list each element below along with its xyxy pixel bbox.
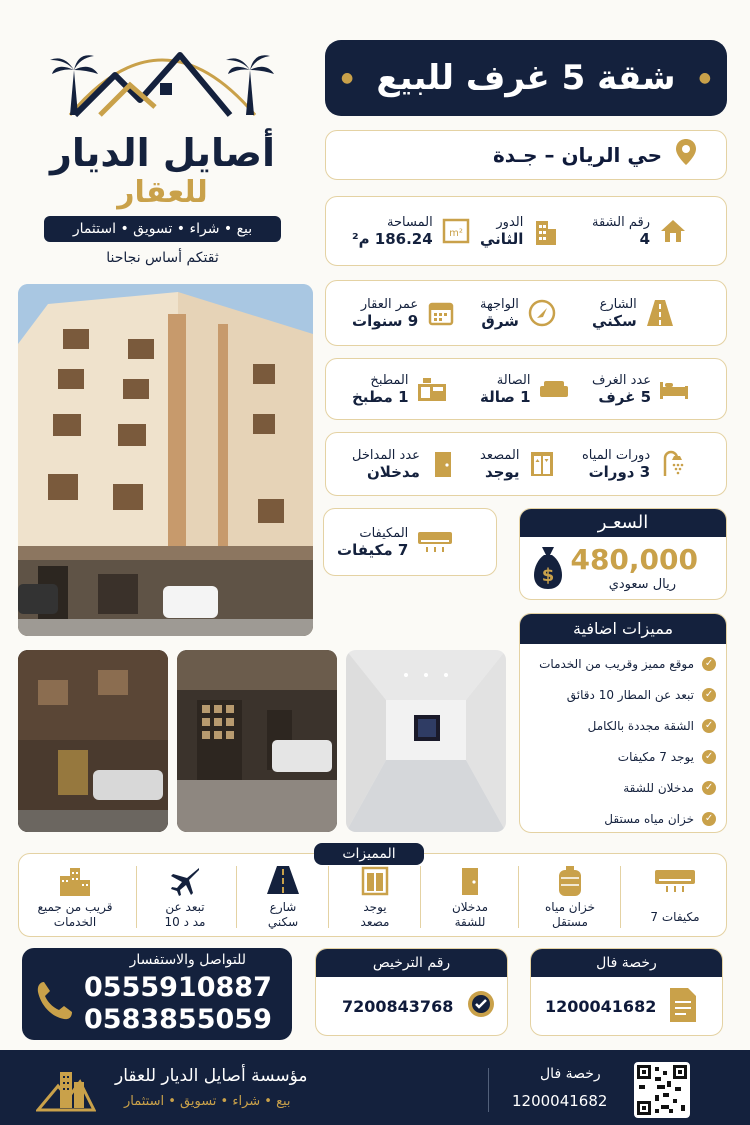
- price-currency: ريال سعودي: [608, 577, 676, 592]
- brand-name: أصايل الديار: [49, 131, 276, 175]
- brand-tags: بيع • شراء • تسويق • استثمار: [44, 216, 281, 242]
- extra-item: ✓ تبعد عن المطار 10 دقائق: [530, 679, 716, 710]
- footer-fal-value: 1200041682: [512, 1092, 608, 1110]
- spec-kitchen: المطبخ 1 مطبخ: [352, 365, 472, 413]
- photo-exterior-night: [18, 650, 168, 832]
- map-pin-icon: [676, 139, 696, 172]
- contact-card: [22, 948, 292, 1040]
- price-value: 480,000: [570, 543, 698, 576]
- extra-item: ✓ موقع مميز وقريب من الخدمات: [530, 648, 716, 679]
- feature-entrances: مدخلان للشقة: [425, 866, 515, 930]
- brand-slogan: ثقتكم أساس نجاحنا: [106, 250, 219, 266]
- city-icon: [30, 866, 120, 900]
- verified-icon: [466, 989, 496, 1023]
- spec-age: عمر العقار 9 سنوات: [352, 288, 472, 338]
- page-title: ● شقة 5 غرف للبيع ●: [325, 40, 727, 116]
- feature-services: قريب من جميع الخدمات: [30, 866, 120, 930]
- features-title: المميزات: [314, 843, 424, 865]
- location-card: [325, 130, 727, 180]
- ac-icon: [630, 866, 720, 900]
- road-icon: [238, 866, 328, 900]
- spec-bathrooms: دورات المياه 3 دورات: [582, 440, 712, 488]
- feature-ac: 7 مكيفات: [630, 866, 720, 925]
- building-photo: [18, 284, 313, 636]
- area-icon: [441, 216, 471, 246]
- spec-ac: المكيفات 7 مكيفات: [337, 515, 487, 569]
- phone-2[interactable]: 0583855059: [84, 1004, 272, 1035]
- spec-facade: الواجهة شرق: [480, 288, 590, 338]
- check-icon: ✓: [702, 657, 716, 671]
- extras-card: [519, 613, 727, 833]
- check-icon: ✓: [702, 812, 716, 826]
- qr-code-icon[interactable]: [634, 1062, 690, 1118]
- phone-1[interactable]: 0555910887: [84, 972, 272, 1003]
- title-text: شقة 5 غرف للبيع: [376, 58, 676, 98]
- shower-icon: [658, 449, 688, 479]
- extra-item: ✓ خزان مياه مستقل: [530, 803, 716, 833]
- document-icon: [668, 986, 698, 1028]
- price-label: السعـر: [520, 509, 726, 537]
- feature-airport: تبعد عن 10 مد د: [140, 866, 230, 930]
- spec-entrances: عدد المداخل مدخلان: [352, 440, 472, 488]
- extras-title: مميزات اضافية: [520, 614, 726, 644]
- road-icon: [645, 298, 675, 328]
- brand-sub: للعقار: [117, 175, 208, 210]
- license-value: 7200843768: [342, 997, 454, 1016]
- spec-area: m² المساحة 186.24 م²: [352, 206, 472, 256]
- check-icon: ✓: [702, 688, 716, 702]
- spec-elevator: المصعد يوجد: [480, 440, 590, 488]
- location-text: حي الريان – جـدة: [492, 143, 662, 167]
- feature-tank: خزان مياه مستقل: [525, 866, 615, 930]
- price-card: [519, 508, 727, 600]
- building-icon: [531, 216, 561, 246]
- svg-text:$: $: [541, 565, 555, 586]
- check-icon: ✓: [702, 750, 716, 764]
- elevator-icon: [527, 449, 557, 479]
- extra-item: ✓ الشقة مجددة بالكامل: [530, 710, 716, 741]
- spec-street: الشارع سكني: [592, 288, 712, 338]
- footer-logo-icon: [36, 1064, 96, 1116]
- contact-title: للتواصل والاستفسار: [129, 952, 246, 968]
- compass-icon: [527, 298, 557, 328]
- fal-title: رخصة فال: [531, 949, 722, 977]
- spec-floor: الدور الثاني: [480, 206, 590, 256]
- check-icon: ✓: [702, 781, 716, 795]
- photo-interior: [346, 650, 506, 832]
- sofa-icon: [539, 374, 569, 404]
- spec-rooms: عدد الغرف 5 غرف: [592, 365, 712, 413]
- money-bag-icon: [530, 545, 566, 595]
- kitchen-icon: [417, 374, 447, 404]
- footer-fal-label: رخصة فال: [540, 1066, 601, 1082]
- svg-text:m²: m²: [448, 228, 463, 239]
- ac-icon: [416, 527, 454, 557]
- fal-card: [530, 948, 723, 1036]
- footer-company: مؤسسة أصايل الديار للعقار: [115, 1066, 308, 1086]
- bed-icon: [659, 374, 689, 404]
- calendar-icon: [426, 298, 456, 328]
- plane-icon: [140, 866, 230, 900]
- license-card: [315, 948, 508, 1036]
- logo-mountains-icon: [30, 15, 295, 125]
- tank-icon: [525, 866, 615, 900]
- license-title: رقم الترخيص: [316, 949, 507, 977]
- house-icon: [658, 216, 688, 246]
- check-icon: ✓: [702, 719, 716, 733]
- extra-item: ✓ مدخلان للشقة: [530, 772, 716, 803]
- door-icon: [425, 866, 515, 900]
- spec-hall: الصالة 1 صالة: [480, 365, 590, 413]
- fal-value: 1200041682: [545, 997, 657, 1016]
- extra-item: ✓ يوجد 7 مكيفات: [530, 741, 716, 772]
- phone-icon[interactable]: [34, 978, 74, 1026]
- brand-logo: [30, 15, 295, 275]
- photo-entrance: [177, 650, 337, 832]
- feature-elevator: يوجد مصعد: [330, 866, 420, 930]
- elevator-icon: [330, 866, 420, 900]
- door-icon: [428, 449, 458, 479]
- footer-tags: بيع • شراء • تسويق • استثمار: [124, 1094, 291, 1109]
- spec-apartment-number: رقم الشقة 4: [592, 206, 712, 256]
- feature-street: شارع سكني: [238, 866, 328, 930]
- footer: [0, 1050, 750, 1125]
